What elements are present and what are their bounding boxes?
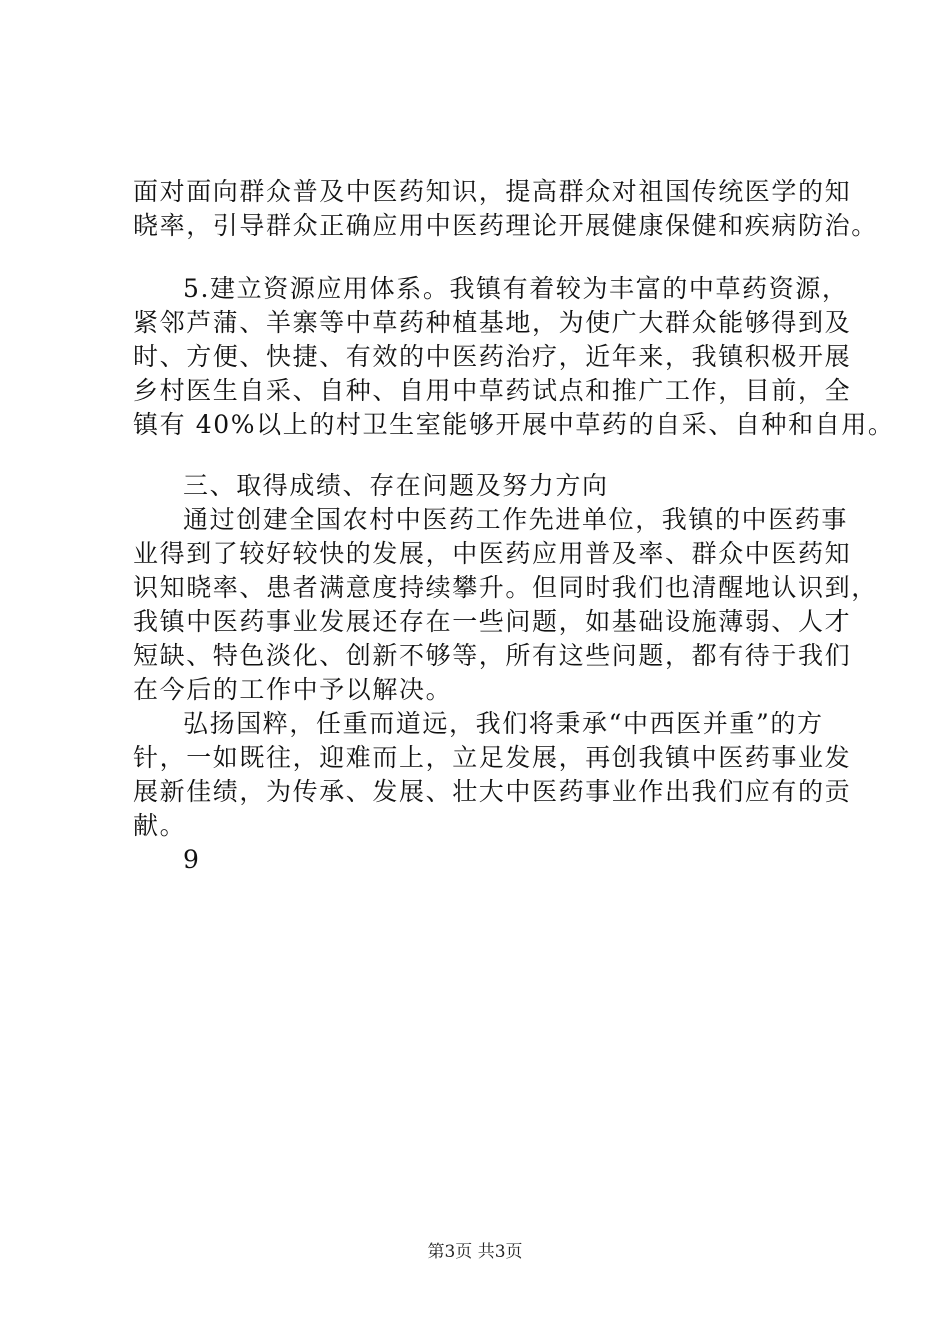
paragraph-line: 业得到了较好较快的发展，中医药应用普及率、群众中医药知 <box>133 539 852 568</box>
paragraph-line: 展新佳绩，为传承、发展、壮大中医药事业作出我们应有的贡 <box>133 777 852 806</box>
page-footer: 第3页 共3页 <box>427 1242 523 1262</box>
paragraph-line: 识知晓率、患者满意度持续攀升。但同时我们也清醒地认识到， <box>133 573 878 602</box>
paragraph-line: 面对面向群众普及中医药知识，提高群众对祖国传统医学的知 <box>133 177 852 206</box>
paragraph-line: 时、方便、快捷、有效的中医药治疗，近年来，我镇积极开展 <box>133 342 852 371</box>
paragraph-line: 弘扬国粹，任重而道远，我们将秉承“中西医并重”的方 <box>183 709 824 738</box>
paragraph-line: 献。 <box>133 811 187 840</box>
paragraph-line: 我镇中医药事业发展还存在一些问题，如基础设施薄弱、人才 <box>133 607 852 636</box>
section-heading: 三、取得成绩、存在问题及努力方向 <box>183 471 609 500</box>
paragraph-line: 晓率，引导群众正确应用中医药理论开展健康保健和疾病防治。 <box>133 211 878 240</box>
paragraph-line: 短缺、特色淡化、创新不够等，所有这些问题，都有待于我们 <box>133 641 852 670</box>
paragraph-line: 5.建立资源应用体系。我镇有着较为丰富的中草药资源， <box>183 274 849 303</box>
paragraph-line: 针，一如既往，迎难而上，立足发展，再创我镇中医药事业发 <box>133 743 852 772</box>
paragraph-line: 紧邻芦蒲、羊寨等中草药种植基地，为使广大群众能够得到及 <box>133 308 852 337</box>
paragraph-line: 9 <box>183 845 201 874</box>
paragraph-line: 镇有 40%以上的村卫生室能够开展中草药的自采、自种和自用。 <box>133 410 895 439</box>
paragraph-line: 乡村医生自采、自种、自用中草药试点和推广工作，目前，全 <box>133 376 852 405</box>
paragraph-line: 在今后的工作中予以解决。 <box>133 675 453 704</box>
paragraph-line: 通过创建全国农村中医药工作先进单位，我镇的中医药事 <box>183 505 849 534</box>
